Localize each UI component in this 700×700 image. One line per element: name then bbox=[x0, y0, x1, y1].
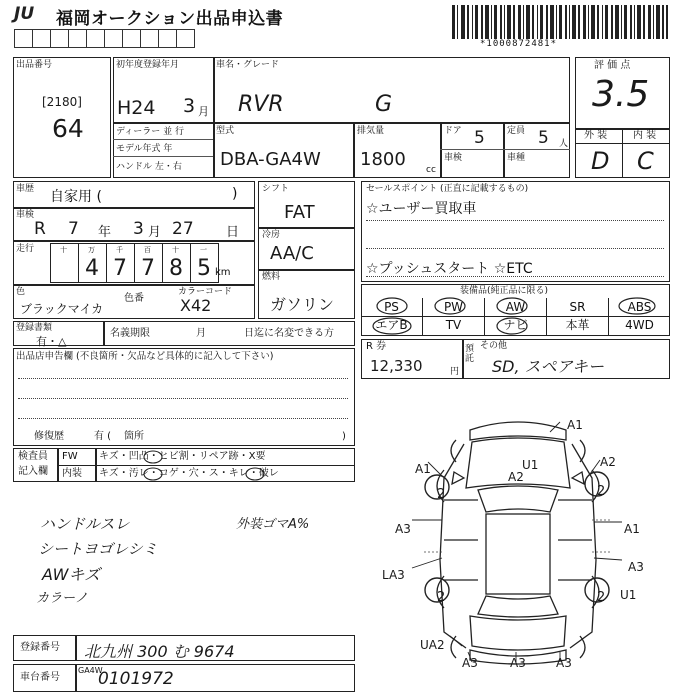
exterior-label: 外 装 bbox=[584, 130, 608, 141]
model-code: DBA-GA4W bbox=[220, 149, 321, 170]
handle-label: ハンドル 左・右 bbox=[116, 162, 182, 172]
aircon-value: AA/C bbox=[270, 243, 314, 264]
reg-expiry-label: 名義期限 bbox=[110, 328, 150, 339]
displacement: 1800 bbox=[360, 149, 406, 170]
color-label: 色 bbox=[16, 287, 26, 297]
damage-mark: A1 bbox=[567, 418, 583, 432]
equip-airbag: エアB bbox=[361, 316, 423, 335]
form-title: 福岡オークション出品申込書 bbox=[56, 9, 284, 29]
reg-docs-value: 有・△ bbox=[36, 335, 67, 348]
logo: JU bbox=[14, 4, 35, 24]
equip-abs: ABS bbox=[627, 300, 652, 314]
damage-mark: U1 bbox=[620, 588, 637, 602]
color-value: ブラックマイカ bbox=[20, 302, 104, 316]
capacity-unit: 人 bbox=[559, 139, 569, 149]
color-number-label: 色番 bbox=[124, 293, 144, 304]
aircon-label: 冷房 bbox=[262, 230, 281, 240]
other-value: SD, スペアキー bbox=[492, 357, 605, 376]
equip-sr: SR bbox=[547, 298, 609, 316]
damage-mark: U1 bbox=[522, 458, 539, 472]
mileage-odometer: 十 万 4 千 7 百 7 十 8 一 5 bbox=[50, 243, 219, 283]
damage-circle-number: 2 bbox=[437, 487, 446, 502]
inspector-row1-head: FW bbox=[62, 451, 78, 462]
evaluation-label: 評 価 点 bbox=[594, 60, 631, 71]
tax-label: R 券 bbox=[366, 341, 387, 352]
equip-pw: PW bbox=[423, 298, 485, 316]
inspector-row2: キズ・汚レ・コゲ・穴・ス・キレ・破レ bbox=[99, 468, 279, 479]
note-3: AWキズ bbox=[42, 565, 101, 584]
reg-docs-label: 登録書類 bbox=[16, 323, 53, 333]
cert-label: 車検 bbox=[444, 153, 463, 163]
checkbox-row bbox=[14, 29, 194, 48]
equip-tv: TV bbox=[423, 316, 485, 335]
shift-value: FAT bbox=[284, 202, 315, 223]
inspector-label-2: 記入欄 bbox=[18, 466, 48, 477]
exterior-grade: D bbox=[591, 147, 610, 175]
dealer-notes-box bbox=[13, 348, 355, 446]
usage-close: ) bbox=[232, 186, 238, 202]
interior-label: 内 装 bbox=[633, 130, 657, 141]
model-year-label: モデル年式 年 bbox=[116, 144, 173, 154]
inspection-day-unit: 日 bbox=[226, 225, 240, 240]
damage-circle-number: 2 bbox=[437, 590, 446, 605]
shift-label: シフト bbox=[262, 184, 290, 194]
fuel-label: 燃料 bbox=[262, 272, 281, 282]
sales-points-label: セールスポイント (正直に記載するもの) bbox=[366, 184, 529, 194]
name-grade-label: 車名・グレード bbox=[216, 60, 280, 70]
doors-label: ドア bbox=[444, 126, 462, 136]
damage-mark: A1 bbox=[415, 462, 431, 476]
repair-value: 有 ( bbox=[94, 431, 112, 442]
inspection-year: 7 bbox=[68, 219, 79, 239]
tax-unit: 円 bbox=[450, 367, 460, 377]
sales-point-2: ☆プッシュスタート ☆ETC bbox=[366, 261, 533, 277]
equip-navi: ナビ bbox=[485, 316, 547, 335]
lot-number: 64 bbox=[52, 114, 84, 143]
reg-expiry-month: 月 bbox=[196, 328, 206, 339]
tax-value: 12,330 bbox=[370, 357, 423, 375]
cert-type-label: 車種 bbox=[507, 153, 526, 163]
note-1: ハンドルスレ bbox=[40, 515, 130, 533]
inspection-label: 車検 bbox=[16, 210, 35, 220]
sales-point-1: ☆ユーザー買取車 bbox=[366, 201, 477, 217]
inspector-label-1: 検査員 bbox=[18, 451, 48, 462]
damage-mark: LA3 bbox=[382, 568, 405, 582]
damage-mark: A2 bbox=[600, 455, 616, 469]
equip-4wd: 4WD bbox=[625, 318, 654, 332]
note-4: カラーノ bbox=[36, 591, 88, 606]
inspection-day: 27 bbox=[172, 219, 194, 239]
inspector-circles bbox=[95, 448, 355, 482]
model-code-label: 型式 bbox=[216, 126, 235, 136]
other-label: その他 bbox=[480, 341, 508, 351]
damage-mark: A3 bbox=[462, 656, 478, 670]
chassis-box bbox=[13, 664, 355, 692]
reg-number-value: 北九州 300 む 9674 bbox=[84, 642, 235, 661]
note-2: シートヨゴレシミ bbox=[38, 540, 158, 558]
damage-circle-number: 2 bbox=[597, 484, 606, 499]
damage-mark: A3 bbox=[510, 656, 526, 670]
car-grade: G bbox=[375, 92, 393, 117]
inspector-row1: キズ・凹凸・ヒビ割・リペア跡・X要 bbox=[99, 451, 266, 462]
reg-expiry-note: 日迄に名変できる方 bbox=[244, 328, 334, 339]
first-reg-month: 3 bbox=[183, 95, 196, 117]
equip-aw: AW bbox=[485, 298, 547, 316]
chassis-label: 車台番号 bbox=[20, 672, 60, 683]
side-note: 外装ゴマA% bbox=[236, 517, 310, 532]
capacity-label: 定員 bbox=[507, 126, 526, 136]
damage-mark: UA2 bbox=[420, 638, 445, 652]
damage-circle-number: 2 bbox=[597, 590, 606, 605]
fuel-value: ガソリン bbox=[270, 295, 335, 314]
inspector-row2-head: 内装 bbox=[62, 468, 82, 479]
lot-sub-number: [2180] bbox=[42, 95, 82, 109]
barcode bbox=[452, 5, 668, 39]
capacity: 5 bbox=[538, 128, 549, 148]
chassis-value: 0101972 bbox=[98, 669, 174, 689]
usage-value: 自家用 ( bbox=[50, 189, 102, 205]
inspection-year-unit: 年 bbox=[98, 225, 112, 240]
color-code-label: カラーコード bbox=[178, 287, 233, 297]
reg-number-label: 登録番号 bbox=[20, 642, 60, 653]
damage-mark: A1 bbox=[624, 522, 640, 536]
doors: 5 bbox=[474, 128, 485, 148]
equip-ps: PS bbox=[361, 298, 423, 316]
repair-close: ) bbox=[342, 431, 346, 442]
inspection-month: 3 bbox=[133, 219, 144, 239]
interior-grade: C bbox=[637, 147, 654, 175]
displacement-unit: cc bbox=[426, 165, 436, 175]
damage-mark: A3 bbox=[556, 656, 572, 670]
repair-label: 修復歴 bbox=[34, 431, 64, 442]
recycle-label: 預託 bbox=[465, 344, 475, 364]
dealer-label: ディーラー 並 行 bbox=[116, 127, 185, 137]
first-reg-year: H24 bbox=[117, 97, 156, 119]
mileage-label: 走行 bbox=[16, 244, 35, 254]
inspection-month-unit: 月 bbox=[148, 225, 162, 240]
damage-mark: A3 bbox=[395, 522, 411, 536]
dealer-notes-label: 出品店申告欄 (不良箇所・欠品など具体的に記入して下さい) bbox=[16, 351, 274, 362]
damage-mark: A2 bbox=[508, 470, 524, 484]
vehicle-info-box bbox=[113, 57, 570, 178]
equipment-label: 装備品(純正品に限る) bbox=[460, 286, 549, 296]
inspection-era: R bbox=[34, 219, 46, 239]
displacement-label: 排気量 bbox=[357, 126, 385, 136]
mileage-unit: km bbox=[215, 267, 231, 278]
lot-label: 出品番号 bbox=[16, 60, 53, 70]
equip-leather: 本革 bbox=[547, 316, 609, 335]
barcode-number: *1000872481* bbox=[480, 39, 558, 49]
usage-label: 車歴 bbox=[16, 184, 35, 194]
chassis-prefix: GA4W bbox=[78, 666, 103, 675]
year-label: 初年度登録年月 bbox=[116, 60, 180, 70]
evaluation-score: 3.5 bbox=[592, 74, 650, 115]
equipment-circles bbox=[361, 296, 670, 336]
color-code: X42 bbox=[180, 296, 212, 315]
car-name: RVR bbox=[238, 92, 284, 117]
damage-mark: A3 bbox=[628, 560, 644, 574]
repair-unit: 箇所 bbox=[124, 431, 144, 442]
month-unit: 月 bbox=[198, 105, 209, 118]
car-diagram bbox=[360, 400, 680, 700]
